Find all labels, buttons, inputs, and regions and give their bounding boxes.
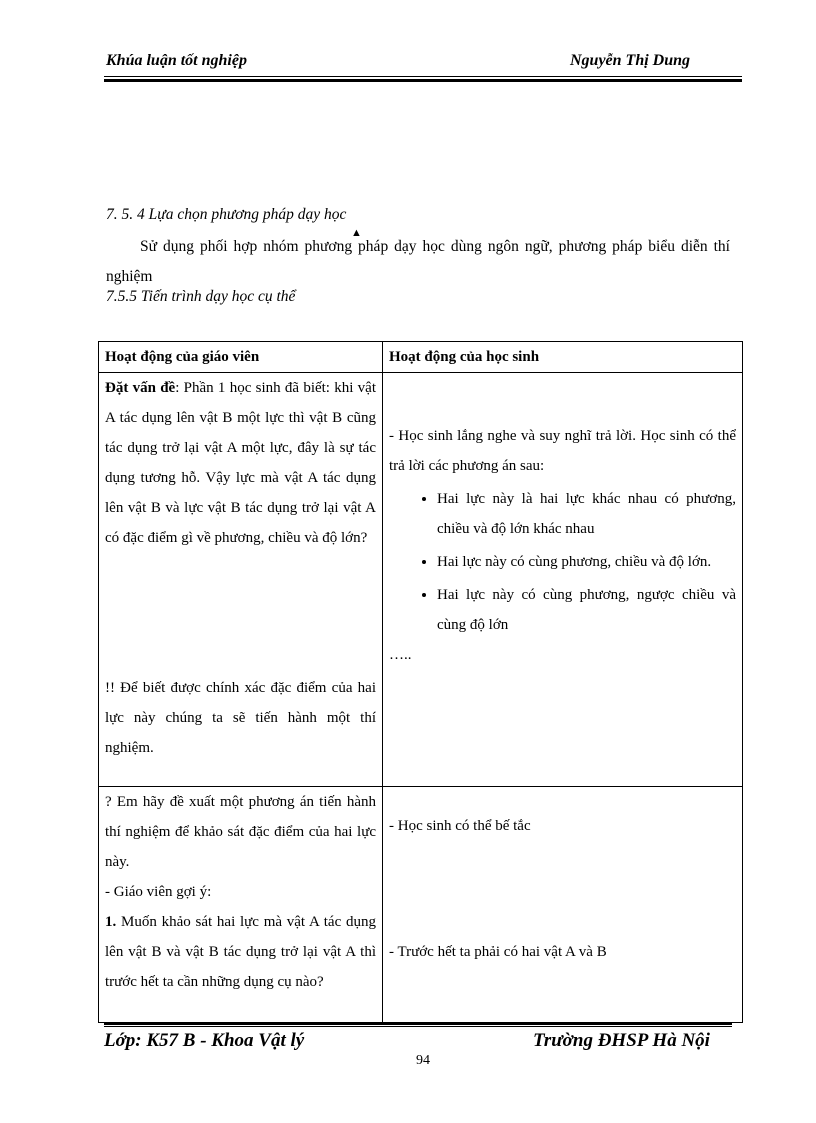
teacher-problem-text xyxy=(105,373,376,553)
footer-rule-thick xyxy=(104,1022,732,1025)
table-header-row xyxy=(99,342,743,373)
section-title-755: 7.5.5 Tiến trình dạy học cụ thể xyxy=(106,288,296,305)
header-student: Hoạt động của học sinh xyxy=(383,342,743,373)
section-754-paragraph: Sử dụng phối hợp nhóm phương pháp dạy học dùng ngôn ngữ, phương pháp biểu diễn thí nghiệm xyxy=(106,238,730,285)
table-row xyxy=(99,373,743,787)
header-rule-thick xyxy=(104,79,742,82)
question-1-number: 1. xyxy=(105,914,117,930)
teacher-experiment-intro: !! Để biết được chính xác đặc điểm của hai lực này chúng ta sẽ tiến hành một thí nghiệm. xyxy=(105,680,376,756)
list-item: • Hai lực này là hai lực khác nhau có phương, chiều và độ lớn khác nhau xyxy=(437,484,736,544)
student-response-intro: - Học sinh lắng nghe và suy nghĩ trả lời. Học sinh có thể trả lời các phương án sau: xyxy=(389,428,736,474)
activity-table xyxy=(98,341,743,1023)
teacher-problem-label: Đặt vấn đề xyxy=(105,380,176,396)
teacher-cell-row1 xyxy=(99,373,383,787)
header-author: Nguyễn Thị Dung xyxy=(570,52,691,69)
student-ellipsis: ….. xyxy=(389,647,412,663)
question-1-text: Muốn khảo sát hai lực mà vật A tác dụng lên vật B và vật B tác dụng trở lại vật A thì trước hết ta cần những dụng cụ nào? xyxy=(105,914,376,990)
page-number: 94 xyxy=(416,1053,430,1068)
student-cell-row1 xyxy=(383,373,743,787)
teacher-question-1 xyxy=(105,907,376,997)
footer-class: Lớp: K57 B - Khoa Vật lý xyxy=(104,1030,305,1051)
footer-school: Trường ĐHSP Hà Nội xyxy=(533,1030,710,1051)
section-title-754: 7. 5. 4 Lựa chọn phương pháp dạy học xyxy=(106,206,347,223)
header-rule-thin xyxy=(104,76,742,77)
student-cell-row2 xyxy=(383,787,743,1023)
student-answer-2: - Trước hết ta phải có hai vật A và B xyxy=(389,944,607,960)
list-item: • Hai lực này có cùng phương, ngược chiều và cùng độ lớn xyxy=(437,580,736,640)
table-row xyxy=(99,787,743,1023)
teacher-problem-body: : Phần 1 học sinh đã biết: khi vật A tác dụng lên vật B một lực thì vật B cũng tác dụng trở lại vật A một lực, đây là sự tác dụng tương hỗ. Vậy lực mà vật A tác dụng lên vật B và lực vật B tác dụng trở lại vật A có đặc điểm gì về phương, chiều và độ lớn? xyxy=(105,380,377,546)
cursor-marker-icon: ▲ xyxy=(351,227,362,239)
teacher-cell-row2 xyxy=(99,787,383,1023)
student-options-list xyxy=(389,484,736,640)
teacher-hint-label: - Giáo viên gợi ý: xyxy=(105,884,212,900)
student-answer-1: - Học sinh có thể bế tắc xyxy=(389,818,531,834)
footer-rule-thin xyxy=(104,1026,732,1027)
header-teacher: Hoạt động của giáo viên xyxy=(99,342,383,373)
header-left-title: Khúa luận tốt nghiệp xyxy=(106,52,247,69)
teacher-question: ? Em hãy đề xuất một phương án tiến hành thí nghiệm để khảo sát đặc điểm của hai lực này. xyxy=(105,794,376,870)
list-item: • Hai lực này có cùng phương, chiều và độ lớn. xyxy=(437,547,736,577)
